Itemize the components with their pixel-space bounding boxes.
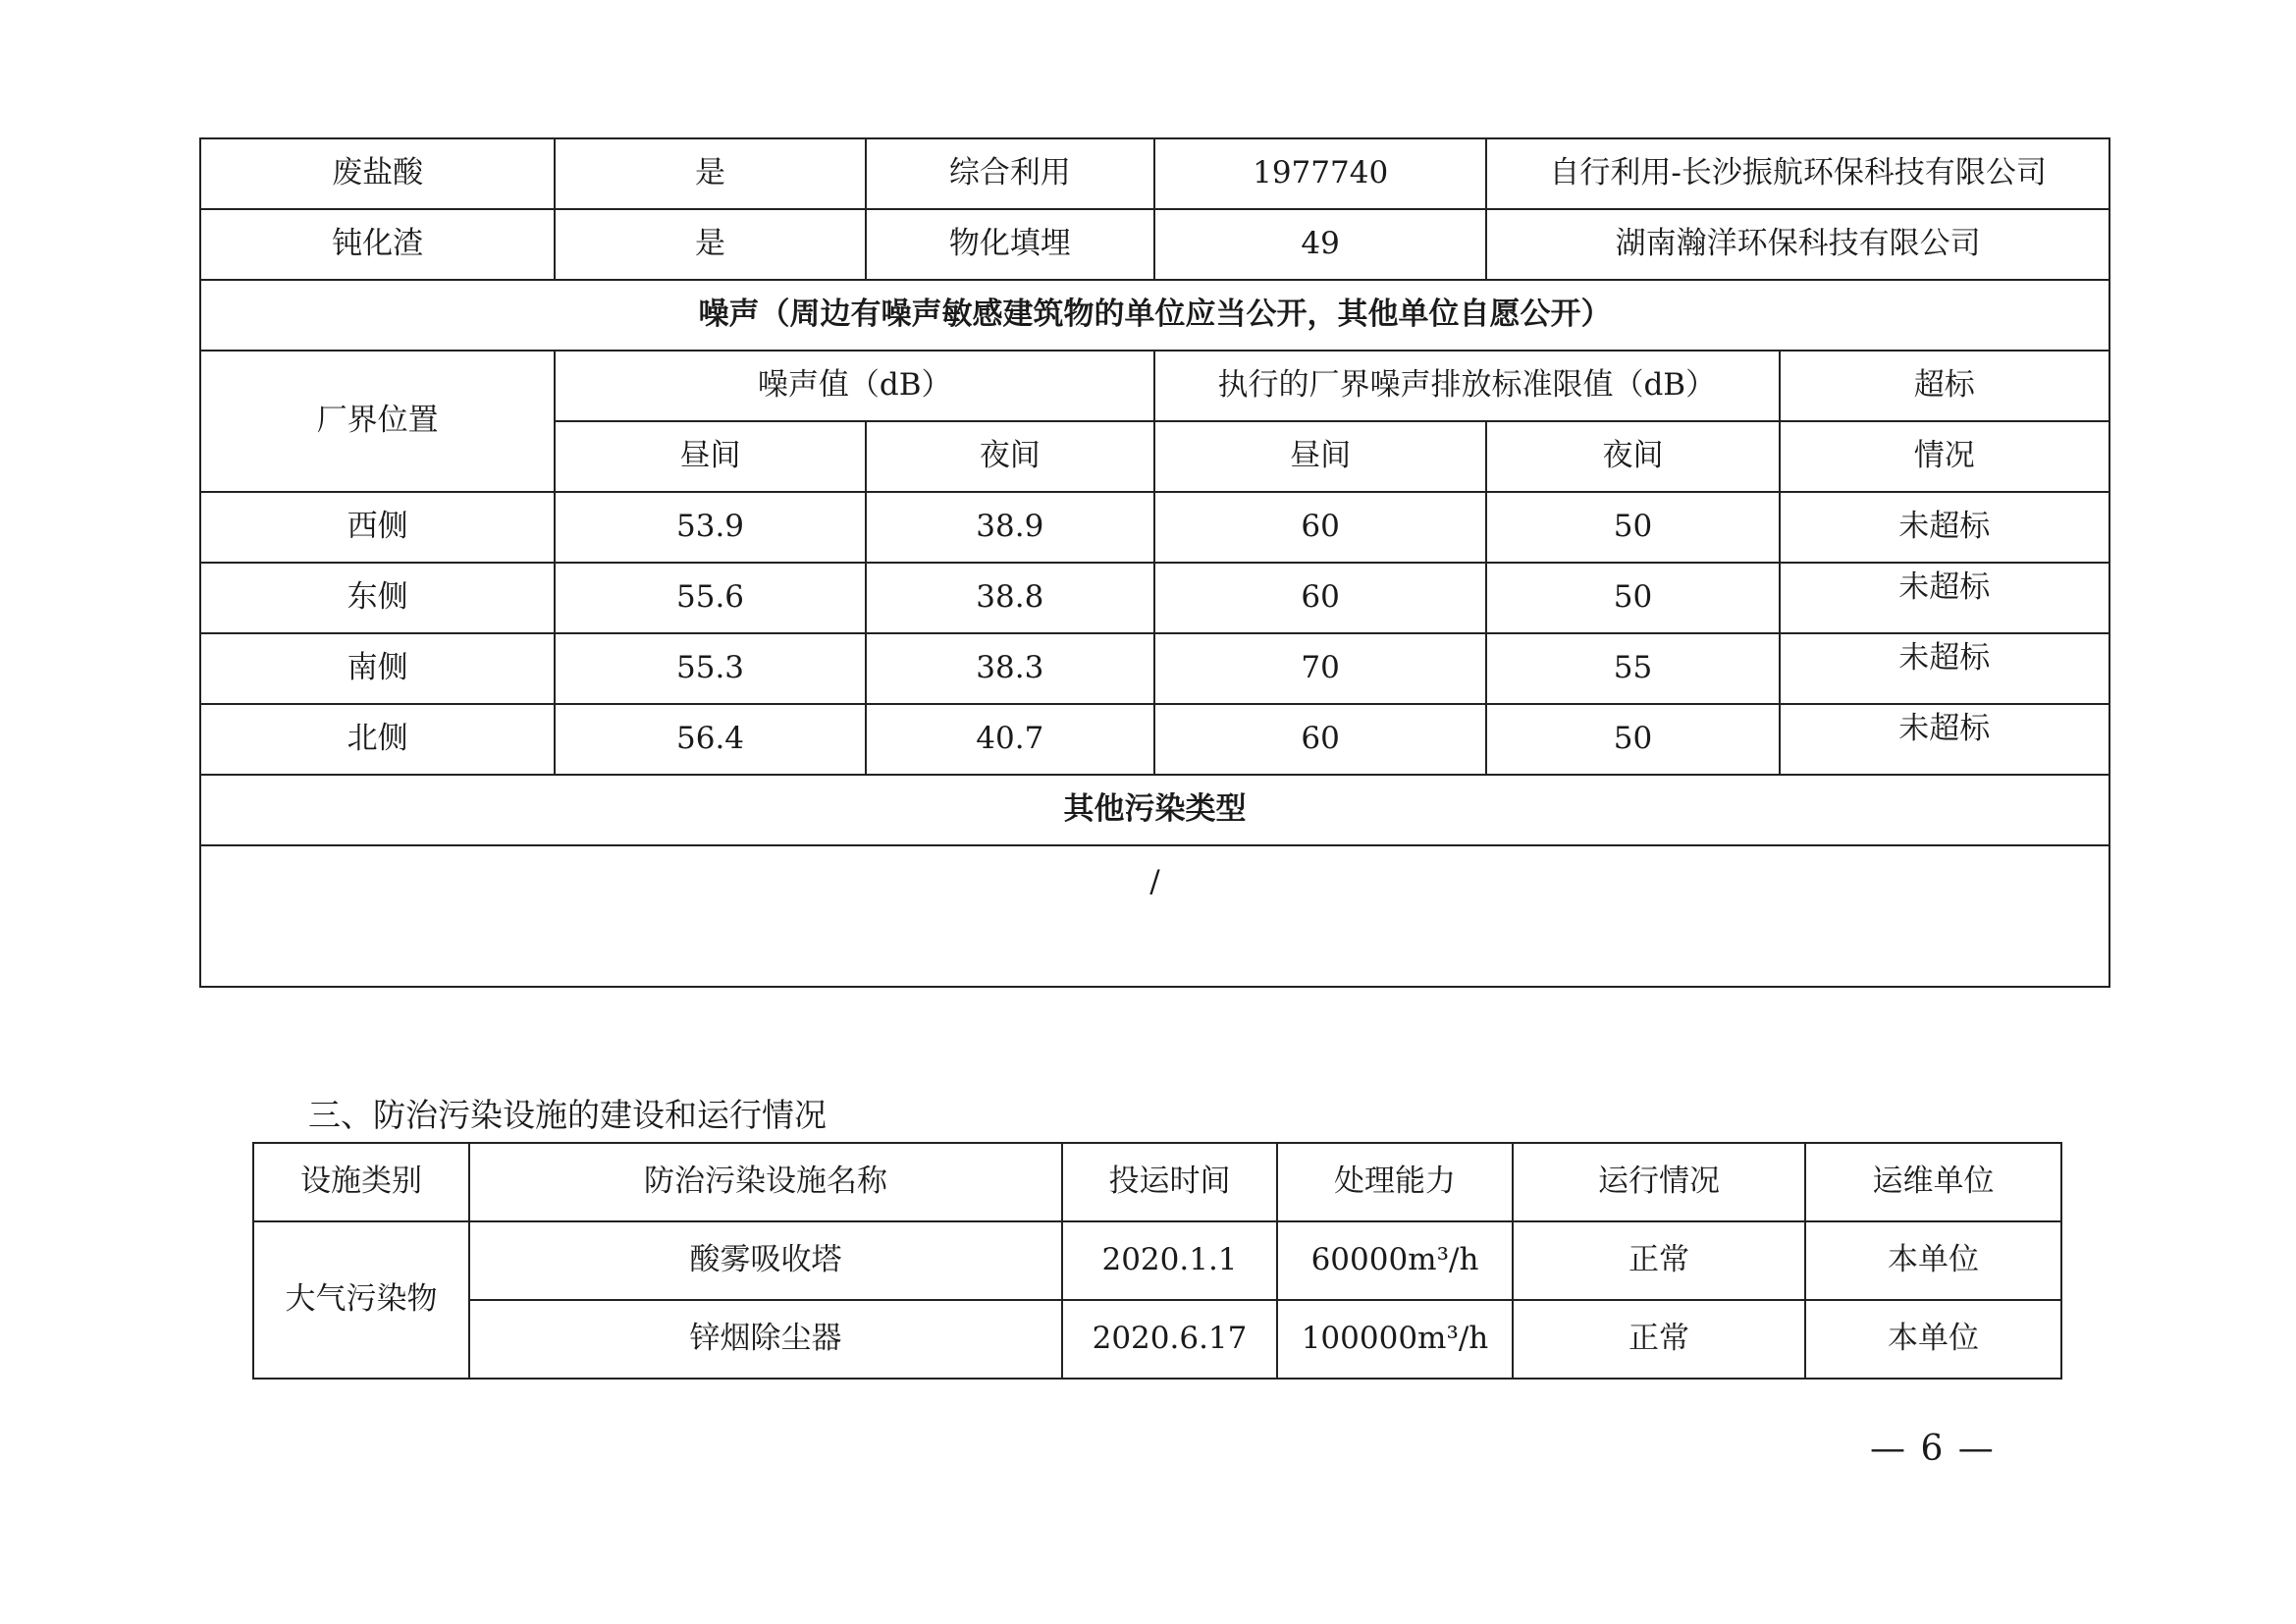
noise-day-value: 55.6 [555, 563, 865, 633]
other-pollution-content: / [200, 845, 2109, 987]
noise-position-header: 厂界位置 [200, 351, 555, 492]
facility-category: 大气污染物 [253, 1221, 469, 1379]
table-row [253, 1300, 2061, 1379]
noise-exceed-header-2: 情况 [1780, 421, 2109, 492]
waste-name: 废盐酸 [200, 138, 555, 209]
table-row [200, 563, 2109, 633]
header-capacity: 处理能力 [1277, 1143, 1513, 1221]
exceed-status: 未超标 [1780, 492, 2109, 563]
noise-exceed-header-1: 超标 [1780, 351, 2109, 421]
facility-capacity: 60000m³/h [1277, 1221, 1513, 1300]
table-row [200, 633, 2109, 704]
facility-maintainer: 本单位 [1805, 1300, 2061, 1379]
noise-night-value: 38.3 [866, 633, 1154, 704]
waste-disposal: 物化填埋 [866, 209, 1154, 280]
noise-position: 南侧 [200, 633, 555, 704]
noise-day-value: 55.3 [555, 633, 865, 704]
standard-night-value: 50 [1486, 563, 1779, 633]
waste-hazardous: 是 [555, 209, 865, 280]
standard-night-value: 55 [1486, 633, 1779, 704]
noise-night-header: 夜间 [866, 421, 1154, 492]
facility-status: 正常 [1513, 1300, 1805, 1379]
noise-section-title: 噪声（周边有噪声敏感建筑物的单位应当公开，其他单位自愿公开） [200, 280, 2109, 351]
noise-night-value: 40.7 [866, 704, 1154, 775]
noise-position: 东侧 [200, 563, 555, 633]
table-row [200, 704, 2109, 775]
noise-position: 北侧 [200, 704, 555, 775]
noise-night-value: 38.8 [866, 563, 1154, 633]
noise-value-header: 噪声值（dB） [555, 351, 1154, 421]
header-start-date: 投运时间 [1062, 1143, 1277, 1221]
table-row [200, 492, 2109, 563]
section-title: 三、防治污染设施的建设和运行情况 [308, 1096, 827, 1134]
noise-standard-header: 执行的厂界噪声排放标准限值（dB） [1154, 351, 1780, 421]
standard-night-value: 50 [1486, 704, 1779, 775]
facility-status: 正常 [1513, 1221, 1805, 1300]
noise-night-value: 38.9 [866, 492, 1154, 563]
standard-day-value: 60 [1154, 492, 1486, 563]
table-row [200, 138, 2109, 209]
noise-position: 西侧 [200, 492, 555, 563]
facility-date: 2020.1.1 [1062, 1221, 1277, 1300]
waste-disposal: 综合利用 [866, 138, 1154, 209]
header-maintainer: 运维单位 [1805, 1143, 2061, 1221]
waste-amount: 1977740 [1154, 138, 1486, 209]
pollution-info-table [199, 137, 2110, 988]
header-status: 运行情况 [1513, 1143, 1805, 1221]
standard-day-value: 70 [1154, 633, 1486, 704]
standard-day-header: 昼间 [1154, 421, 1486, 492]
facility-name: 酸雾吸收塔 [469, 1221, 1062, 1300]
table-row [200, 280, 2109, 351]
exceed-status: 未超标 [1780, 704, 2109, 775]
exceed-status: 未超标 [1780, 633, 2109, 704]
header-category: 设施类别 [253, 1143, 469, 1221]
facility-maintainer: 本单位 [1805, 1221, 2061, 1300]
facility-table [252, 1142, 2062, 1380]
waste-unit: 湖南瀚洋环保科技有限公司 [1486, 209, 2109, 280]
standard-day-value: 60 [1154, 704, 1486, 775]
waste-name: 钝化渣 [200, 209, 555, 280]
waste-hazardous: 是 [555, 138, 865, 209]
facility-date: 2020.6.17 [1062, 1300, 1277, 1379]
exceed-status: 未超标 [1780, 563, 2109, 633]
waste-unit: 自行利用-长沙振航环保科技有限公司 [1486, 138, 2109, 209]
header-facility-name: 防治污染设施名称 [469, 1143, 1062, 1221]
table-header-row [253, 1143, 2061, 1221]
facility-name: 锌烟除尘器 [469, 1300, 1062, 1379]
facility-capacity: 100000m³/h [1277, 1300, 1513, 1379]
noise-day-header: 昼间 [555, 421, 865, 492]
table-row [200, 209, 2109, 280]
standard-day-value: 60 [1154, 563, 1486, 633]
standard-night-header: 夜间 [1486, 421, 1779, 492]
noise-day-value: 56.4 [555, 704, 865, 775]
other-pollution-title: 其他污染类型 [200, 775, 2109, 845]
standard-night-value: 50 [1486, 492, 1779, 563]
table-row [200, 775, 2109, 845]
table-row [253, 1221, 2061, 1300]
table-row [200, 845, 2109, 987]
page-number: — 6 — [1870, 1429, 1996, 1469]
noise-day-value: 53.9 [555, 492, 865, 563]
waste-amount: 49 [1154, 209, 1486, 280]
table-row [200, 351, 2109, 421]
